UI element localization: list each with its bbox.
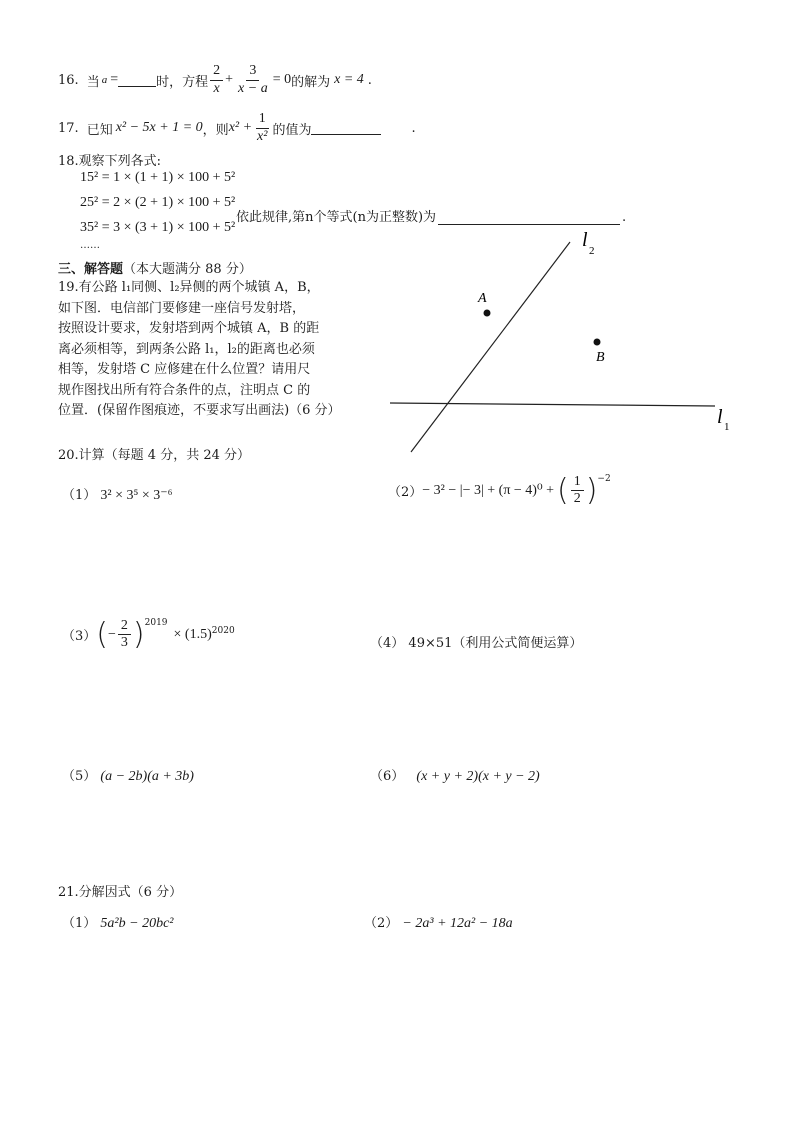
period: . bbox=[367, 72, 372, 88]
plus-sign: + bbox=[225, 72, 234, 87]
town-a-point bbox=[484, 310, 491, 317]
question-19-text bbox=[58, 278, 341, 422]
part-label: （3） bbox=[62, 629, 97, 645]
question-text: 当 bbox=[86, 74, 100, 90]
equals-zero: = 0 bbox=[272, 72, 292, 87]
section-heading bbox=[58, 258, 252, 277]
exponent: 2019 bbox=[144, 618, 168, 628]
q20-part-3 bbox=[62, 618, 235, 651]
part-label: （2） bbox=[364, 916, 399, 931]
q19-line-1: 19.有公路 l₁同侧、l₂异侧的两个城镇 A，B， bbox=[58, 280, 320, 295]
question-16 bbox=[58, 60, 372, 100]
numerator: 1 bbox=[256, 111, 269, 128]
part-label: （6） bbox=[370, 769, 405, 784]
exponent: −2 bbox=[597, 474, 611, 484]
right-paren: ) bbox=[585, 472, 598, 508]
solution-expression: x = 4 bbox=[334, 72, 364, 87]
given-equation: x² − 5x + 1 = 0 bbox=[115, 120, 203, 135]
pattern-line-3: 35² = 3 × (3 + 1) × 100 + 5² bbox=[80, 220, 236, 235]
q19-line-3: 按照设计要求，发射塔到两个城镇 A，B 的距 bbox=[58, 321, 320, 336]
equals-sign: = bbox=[110, 72, 119, 87]
roads-figure bbox=[370, 228, 750, 460]
fraction-1-over-x-squared bbox=[254, 111, 270, 144]
exponent: 2020 bbox=[211, 626, 235, 636]
part-expression: (a − 2b)(a + 3b) bbox=[100, 769, 194, 784]
label-a: A bbox=[478, 291, 487, 306]
q20-part-2 bbox=[388, 474, 611, 507]
part-label: （4） bbox=[370, 636, 405, 651]
fraction-2-over-x bbox=[210, 63, 223, 96]
question-text: 已知 bbox=[86, 122, 113, 138]
q21-part-1 bbox=[62, 912, 173, 932]
question-20-title: 20.计算（每题 4 分，共 24 分） bbox=[58, 448, 251, 463]
numerator: 2 bbox=[118, 618, 131, 635]
denominator: x − a bbox=[238, 80, 268, 96]
label-b: B bbox=[596, 350, 605, 365]
part-expression: − 2a³ + 12a² − 18a bbox=[402, 916, 513, 931]
part-label: （5） bbox=[62, 769, 97, 784]
denominator: x² bbox=[257, 128, 268, 144]
part-label: （2） bbox=[388, 485, 423, 501]
q19-line-6: 规作图找出所有符合条件的点，注明点 C 的 bbox=[58, 382, 311, 398]
part-expression: 3² × 3⁵ × 3⁻⁶ bbox=[100, 488, 173, 503]
question-17 bbox=[58, 108, 416, 148]
period: . bbox=[411, 120, 416, 136]
q20-part-1 bbox=[62, 484, 173, 504]
fraction-3-over-x-minus-a bbox=[235, 63, 271, 96]
q19-line-7: 位置．(保留作图痕迹，不要求写出画法)（6 分） bbox=[58, 403, 341, 418]
numerator: 3 bbox=[246, 63, 259, 80]
part-label: （1） bbox=[62, 488, 97, 503]
label-l1-subscript: 1 bbox=[724, 421, 730, 433]
pattern-line-2: 25² = 2 × (2 + 1) × 100 + 5² bbox=[80, 195, 236, 210]
section-note: （本大题满分 88 分） bbox=[123, 262, 252, 277]
town-b-point bbox=[594, 339, 601, 346]
fraction-one-half bbox=[571, 474, 584, 507]
label-l2-subscript: 2 bbox=[589, 245, 595, 257]
pattern-ellipsis: …… bbox=[80, 240, 100, 251]
minus-sign: − bbox=[108, 626, 116, 642]
question-number: 17. bbox=[58, 120, 79, 136]
variable-a: a bbox=[101, 74, 108, 86]
question-number: 16. bbox=[58, 72, 79, 88]
question-18-instruction bbox=[236, 206, 626, 225]
denominator: 3 bbox=[120, 635, 128, 651]
part-label: （1） bbox=[62, 916, 97, 931]
q20-part-6 bbox=[370, 765, 540, 785]
denominator: x bbox=[213, 80, 220, 96]
q19-line-5: 相等，发射塔 C 应修建在什么位置？请用尺 bbox=[58, 362, 311, 377]
part-expression: × (1.5) bbox=[173, 626, 212, 642]
numerator: 2 bbox=[210, 63, 223, 80]
question-text: 的值为 bbox=[272, 122, 312, 138]
left-paren: ( bbox=[556, 472, 569, 508]
right-paren: ) bbox=[132, 616, 145, 652]
period: . bbox=[622, 210, 627, 225]
q19-line-4: 离必须相等，到两条公路 l₁，l₂的距离也必须 bbox=[58, 341, 315, 357]
section-title: 三、解答题 bbox=[58, 262, 124, 277]
question-text: 的解为 bbox=[291, 74, 331, 90]
expression-lead: x² + bbox=[228, 120, 253, 135]
part-expression: 5a²b − 20bc² bbox=[100, 916, 174, 931]
instruction-text: 依此规律,第n个等式(n为正整数)为 bbox=[236, 210, 437, 225]
question-text: 时，方程 bbox=[156, 74, 209, 90]
road-l2-line bbox=[411, 242, 570, 452]
part-expression: (x + y + 2)(x + y − 2) bbox=[416, 769, 540, 784]
road-l1-line bbox=[390, 403, 715, 406]
label-l2: l bbox=[582, 229, 588, 251]
question-18-title: 18.观察下列各式: bbox=[58, 154, 162, 169]
q21-part-2 bbox=[364, 912, 513, 932]
q20-part-5 bbox=[62, 765, 194, 785]
answer-blank[interactable] bbox=[118, 74, 156, 87]
question-21-title: 21.分解因式（6 分） bbox=[58, 885, 183, 900]
denominator: 2 bbox=[573, 491, 581, 507]
numerator: 1 bbox=[571, 474, 584, 491]
q20-part-4 bbox=[370, 632, 582, 651]
fraction-two-thirds bbox=[118, 618, 131, 651]
q19-line-2: 如下图．电信部门要修建一座信号发射塔， bbox=[58, 300, 306, 316]
pattern-line-1: 15² = 1 × (1 + 1) × 100 + 5² bbox=[80, 170, 236, 185]
answer-blank[interactable] bbox=[311, 122, 381, 135]
left-paren: ( bbox=[96, 616, 108, 652]
answer-blank[interactable] bbox=[438, 212, 620, 225]
part-expression: 49×51（利用公式简便运算） bbox=[408, 636, 583, 651]
question-text: ，则 bbox=[202, 122, 229, 138]
label-l1: l bbox=[717, 406, 723, 428]
part-expression: − 3² − |− 3| + (π − 4)⁰ + bbox=[422, 483, 554, 499]
